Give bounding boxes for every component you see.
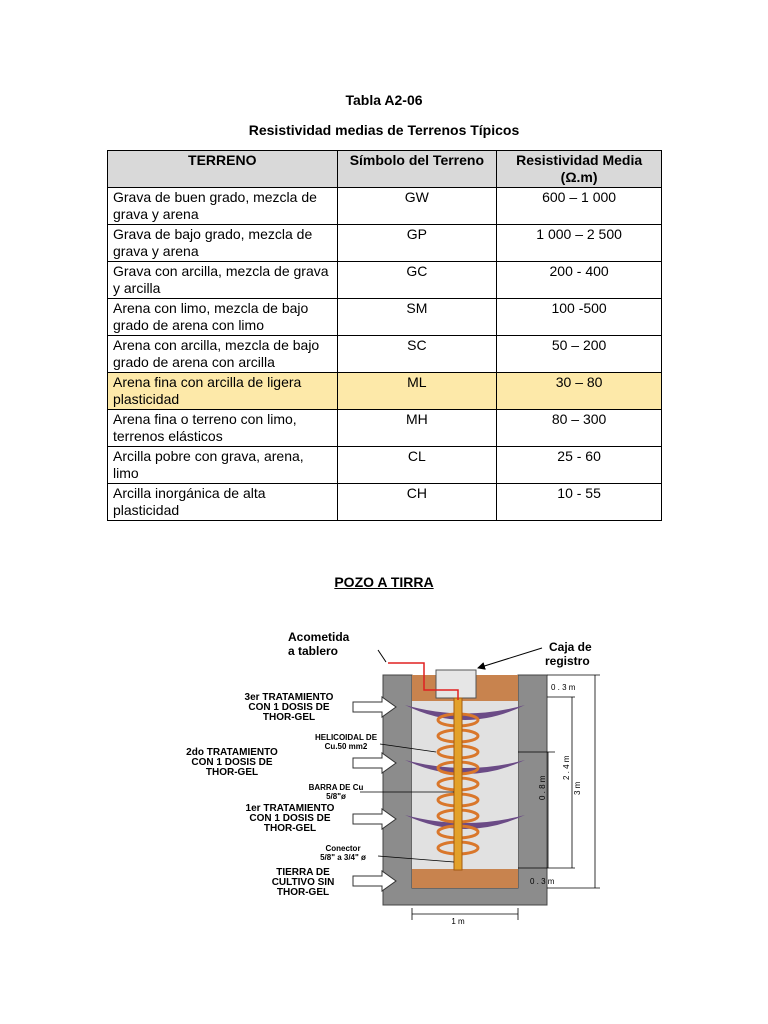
- label-tierra-2: CULTIVO SIN: [271, 877, 335, 888]
- label-acometida-1: Acometida: [288, 630, 350, 644]
- table-row: [108, 447, 662, 484]
- cell-simbolo: GP: [337, 225, 497, 262]
- resistivity-table: [107, 150, 662, 521]
- table-row: [108, 262, 662, 299]
- label-barra-1: BARRA DE Cu: [308, 783, 364, 792]
- cell-terreno: Arena con limo, mezcla de bajo grado de arena con limo: [108, 299, 338, 336]
- table-row: [108, 225, 662, 262]
- table-row: [108, 484, 662, 521]
- cell-simbolo: GW: [337, 188, 497, 225]
- label-trat3-3: THOR-GEL: [262, 712, 316, 723]
- cell-resistividad: 100 -500: [497, 299, 662, 336]
- cell-terreno: Arena fina con arcilla de ligera plasticidad: [108, 373, 338, 410]
- bottom-soil: [412, 869, 518, 888]
- dim-width: 1 m: [451, 917, 465, 926]
- header-terreno: TERRENO: [108, 151, 338, 188]
- table-row: [108, 188, 662, 225]
- cell-resistividad: 25 - 60: [497, 447, 662, 484]
- label-trat2-2: CON 1 DOSIS DE: [191, 757, 273, 768]
- label-trat2-1: 2do TRATAMIENTO: [186, 747, 278, 758]
- label-conector-1: Conector: [325, 844, 361, 853]
- header-resistividad: Resistividad Media (Ω.m): [497, 151, 662, 188]
- header-simbolo: Símbolo del Terreno: [337, 151, 497, 188]
- table-title: Tabla A2-06: [345, 92, 423, 108]
- section-title: POZO A TIRRA: [334, 574, 434, 590]
- cell-terreno: Grava de buen grado, mezcla de grava y arena: [108, 188, 338, 225]
- cell-resistividad: 1 000 – 2 500: [497, 225, 662, 262]
- cell-terreno: Arena fina o terreno con limo, terrenos elásticos: [108, 410, 338, 447]
- cell-simbolo: SM: [337, 299, 497, 336]
- label-trat2-3: THOR-GEL: [205, 767, 259, 778]
- table-row: [108, 410, 662, 447]
- cell-terreno: Arena con arcilla, mezcla de bajo grado de arena con arcilla: [108, 336, 338, 373]
- label-trat1-1: 1er TRATAMIENTO: [245, 803, 335, 814]
- cell-simbolo: ML: [337, 373, 497, 410]
- table-subtitle: Resistividad medias de Terrenos Típicos: [248, 122, 520, 138]
- registro-box: [436, 670, 476, 698]
- label-caja-2: registro: [545, 654, 590, 668]
- cell-simbolo: SC: [337, 336, 497, 373]
- label-helicoidal-1: HELICOIDAL DE: [314, 733, 378, 742]
- cell-simbolo: GC: [337, 262, 497, 299]
- label-tierra-1: TIERRA DE: [276, 867, 330, 878]
- cell-simbolo: MH: [337, 410, 497, 447]
- cell-resistividad: 200 - 400: [497, 262, 662, 299]
- cell-terreno: Arcilla pobre con grava, arena, limo: [108, 447, 338, 484]
- label-acometida-2: a tablero: [288, 644, 339, 658]
- dim-bottom: 0 . 3 m: [530, 877, 555, 886]
- cell-resistividad: 10 - 55: [497, 484, 662, 521]
- label-trat1-3: THOR-GEL: [263, 823, 317, 834]
- table-row: [108, 299, 662, 336]
- label-tierra-3: THOR-GEL: [276, 887, 330, 898]
- cell-resistividad: 600 – 1 000: [497, 188, 662, 225]
- label-trat3-2: CON 1 DOSIS DE: [248, 702, 330, 713]
- dim-top: 0 . 3 m: [551, 683, 576, 692]
- dim-24: 2 . 4 m: [562, 755, 571, 780]
- dim-mid: 0 . 8 m: [538, 775, 547, 800]
- table-row: [108, 336, 662, 373]
- pozo-tierra-diagram: [0, 600, 768, 940]
- cell-simbolo: CH: [337, 484, 497, 521]
- cell-resistividad: 30 – 80: [497, 373, 662, 410]
- label-trat1-2: CON 1 DOSIS DE: [249, 813, 331, 824]
- cell-resistividad: 50 – 200: [497, 336, 662, 373]
- table-row: [108, 373, 662, 410]
- cell-resistividad: 80 – 300: [497, 410, 662, 447]
- dim-3: 3 m: [573, 781, 582, 795]
- label-barra-2: 5/8"ø: [326, 792, 346, 801]
- label-caja-1: Caja de: [549, 640, 592, 654]
- label-conector-2: 5/8" a 3/4" ø: [320, 853, 366, 862]
- cell-simbolo: CL: [337, 447, 497, 484]
- cell-terreno: Grava de bajo grado, mezcla de grava y arena: [108, 225, 338, 262]
- cell-terreno: Arcilla inorgánica de alta plasticidad: [108, 484, 338, 521]
- copper-rod: [454, 698, 462, 870]
- label-helicoidal-2: Cu.50 mm2: [324, 742, 368, 751]
- label-trat3-1: 3er TRATAMIENTO: [244, 692, 334, 703]
- table-header-row: [108, 151, 662, 188]
- cell-terreno: Grava con arcilla, mezcla de grava y arcilla: [108, 262, 338, 299]
